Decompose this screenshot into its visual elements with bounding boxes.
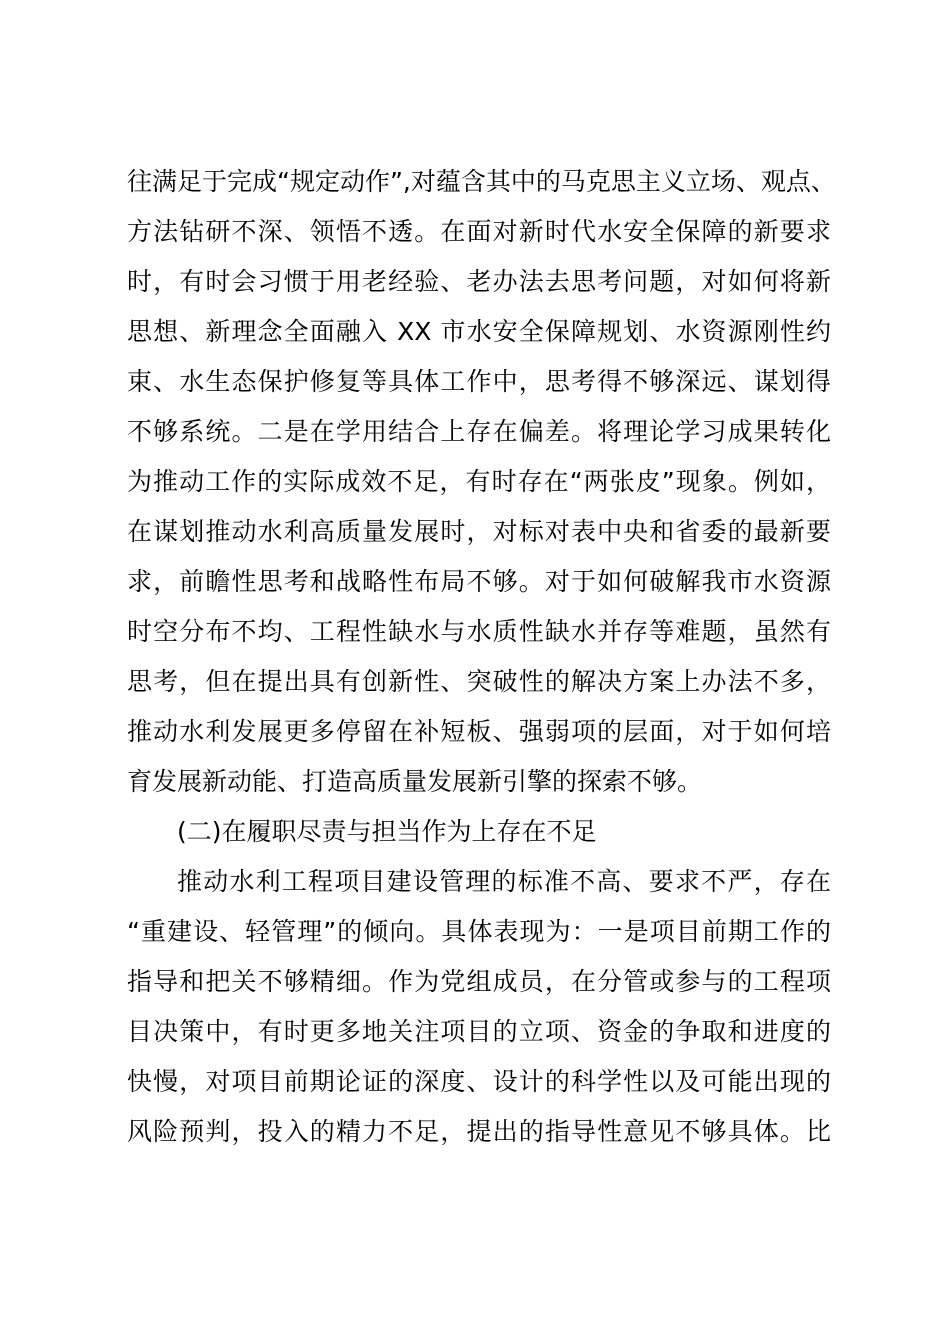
text-line: 束、水生态保护修复等具体工作中，思考得不够深远、谋划得	[127, 367, 831, 396]
section-heading: (二)在履职尽责与担当作为上存在不足	[177, 817, 597, 846]
text-line: 往满足于完成“规定动作”,对蕴含其中的马克思主义立场、观点、	[127, 167, 836, 196]
text-line: 时空分布不均、工程性缺水与水质性缺水并存等难题，虽然有	[127, 617, 831, 646]
text-line: 推动水利工程项目建设管理的标准不高、要求不严，存在	[177, 867, 831, 896]
text-line: 思考，但在提出具有创新性、突破性的解决方案上办法不多，	[127, 667, 831, 696]
text-line: 快慢，对项目前期论证的深度、设计的科学性以及可能出现的	[127, 1067, 831, 1096]
text-line: 思想、新理念全面融入 XX 市水安全保障规划、水资源刚性约	[127, 317, 831, 346]
text-line: 为推动工作的实际成效不足，有时存在“两张皮”现象。例如，	[127, 467, 831, 496]
text-line: 推动水利发展更多停留在补短板、强弱项的层面，对于如何培	[127, 717, 831, 746]
text-line: 时，有时会习惯于用老经验、老办法去思考问题，对如何将新	[127, 267, 831, 296]
text-line: 在谋划推动水利高质量发展时，对标对表中央和省委的最新要	[127, 517, 831, 546]
text-line: 风险预判，投入的精力不足，提出的指导性意见不够具体。比	[127, 1117, 831, 1146]
text-line: 求，前瞻性思考和战略性布局不够。对于如何破解我市水资源	[127, 567, 831, 596]
text-line: 目决策中，有时更多地关注项目的立项、资金的争取和进度的	[127, 1017, 831, 1046]
text-line: 方法钻研不深、领悟不透。在面对新时代水安全保障的新要求	[127, 217, 831, 246]
text-line: 育发展新动能、打造高质量发展新引擎的探索不够。	[127, 767, 703, 796]
text-line: 指导和把关不够精细。作为党组成员，在分管或参与的工程项	[127, 967, 831, 996]
text-line: “重建设、轻管理”的倾向。具体表现为：一是项目前期工作的	[127, 917, 831, 946]
text-line: 不够系统。二是在学用结合上存在偏差。将理论学习成果转化	[127, 417, 831, 446]
